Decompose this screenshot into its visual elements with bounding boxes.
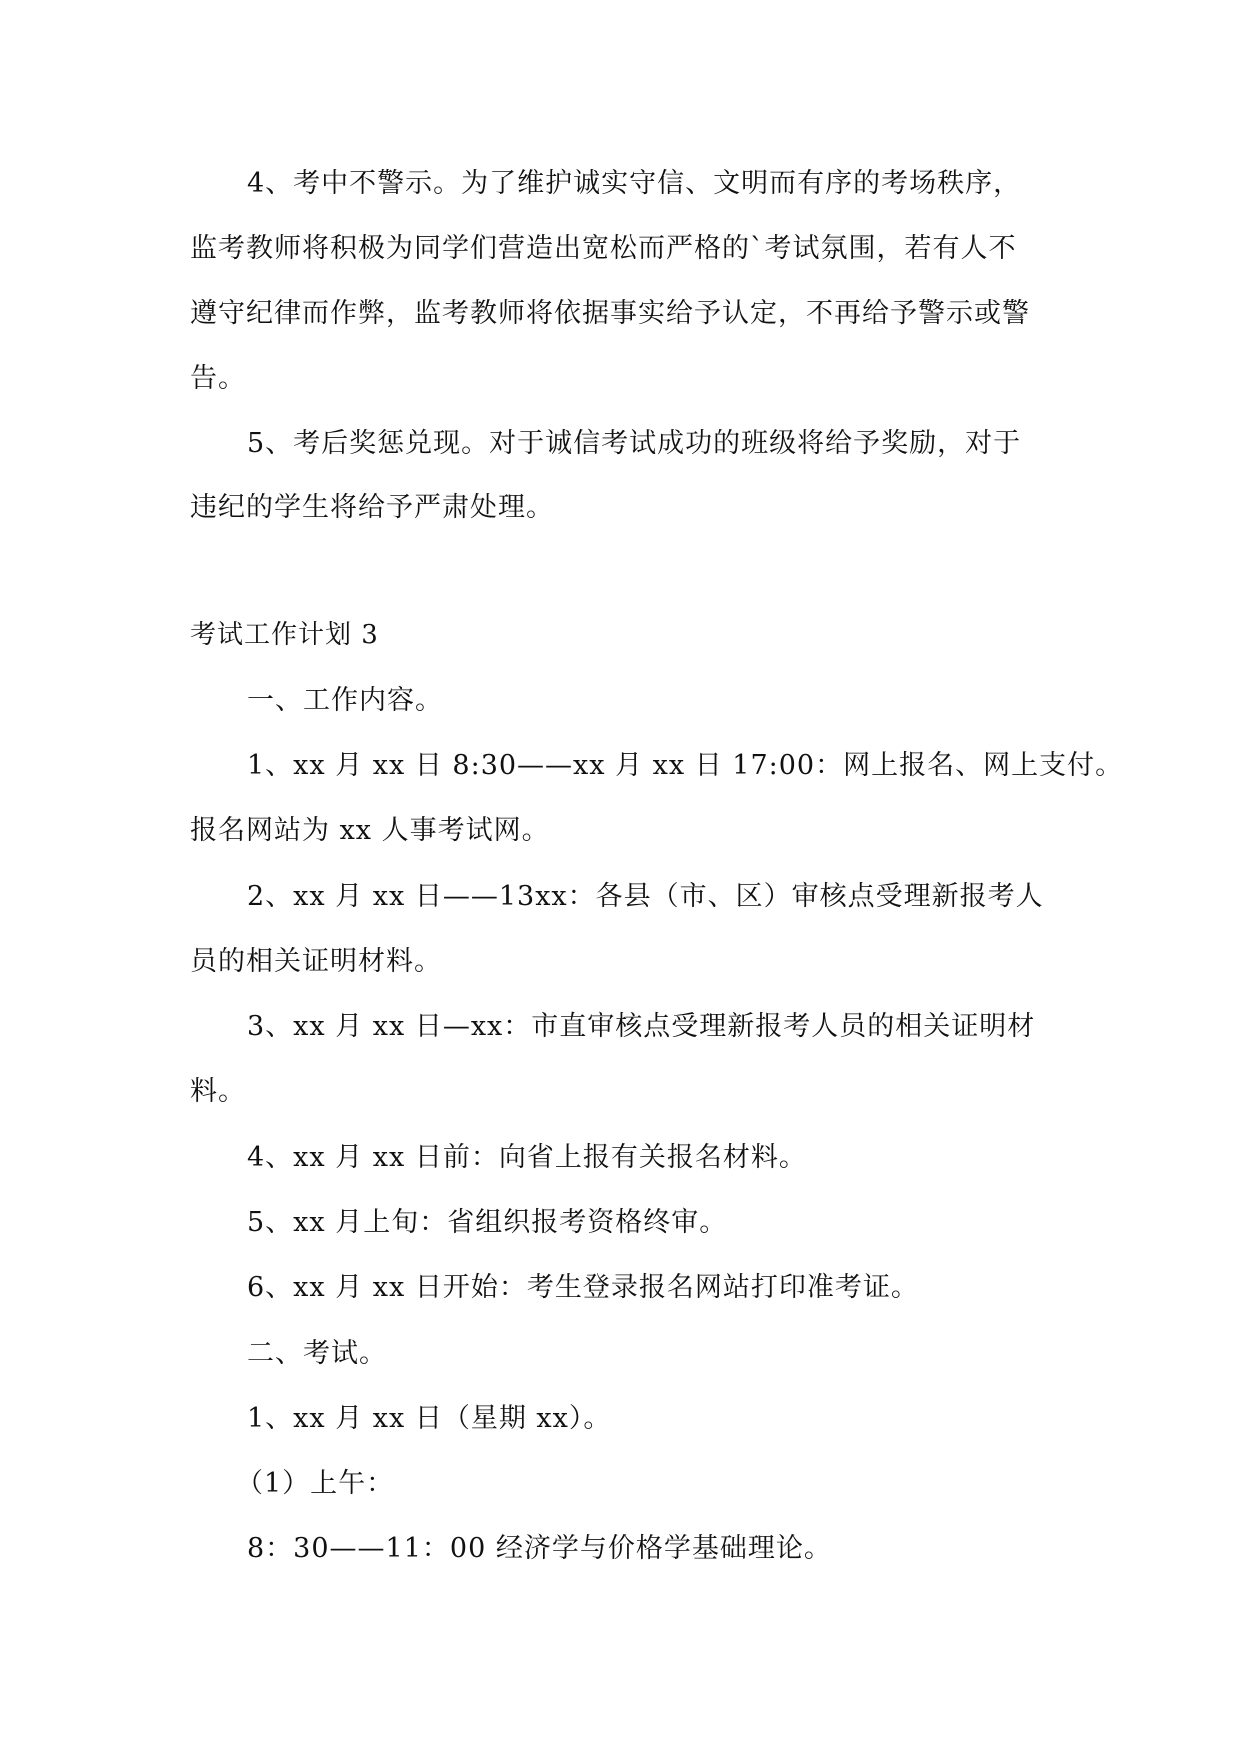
paragraph-line: 8：30——11：00 经济学与价格学基础理论。 [247,1533,832,1564]
paragraph-line: 报名网站为 xx 人事考试网。 [190,815,550,846]
paragraph-line: 一、工作内容。 [247,685,443,716]
paragraph-line: 3、xx 月 xx 日—xx：市直审核点受理新报考人员的相关证明材 [247,1011,1036,1042]
paragraph-line: 二、考试。 [247,1338,387,1369]
paragraph-line: （1）上午： [236,1468,395,1499]
paragraph-line: 1、xx 月 xx 日 8:30——xx 月 xx 日 17:00：网上报名、网上支付。 [247,750,1124,781]
paragraph-line: 违纪的学生将给予严肃处理。 [190,492,554,523]
paragraph-line: 4、考中不警示。为了维护诚实守信、文明而有序的考场秩序， [247,168,1022,199]
paragraph-line: 4、xx 月 xx 日前：向省上报有关报名材料。 [247,1142,807,1173]
paragraph-line: 料。 [190,1076,246,1107]
paragraph-line: 6、xx 月 xx 日开始：考生登录报名网站打印准考证。 [247,1272,919,1303]
paragraph-line: 员的相关证明材料。 [190,946,442,977]
paragraph-line: 2、xx 月 xx 日——13xx：各县（市、区）审核点受理新报考人 [247,881,1044,912]
paragraph-line: 遵守纪律而作弊，监考教师将依据事实给予认定，不再给予警示或警 [190,298,1030,329]
paragraph-line: 5、考后奖惩兑现。对于诚信考试成功的班级将给予奖励，对于 [247,428,1022,459]
paragraph-line: 监考教师将积极为同学们营造出宽松而严格的`考试氛围，若有人不 [190,233,1017,264]
paragraph-line: 5、xx 月上旬：省组织报考资格终审。 [247,1207,728,1238]
section-heading: 考试工作计划 3 [190,620,379,650]
paragraph-line: 告。 [190,363,246,394]
paragraph-line: 1、xx 月 xx 日（星期 xx）。 [247,1403,612,1434]
